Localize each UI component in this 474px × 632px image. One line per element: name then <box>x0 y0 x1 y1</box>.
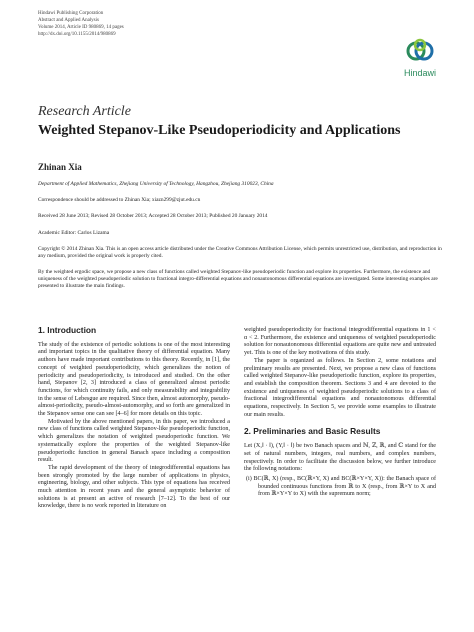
volume-line: Volume 2014, Article ID 980869, 14 pages <box>38 25 124 30</box>
abstract: By the weighted ergodic space, we propose a new class of functions called weighted Stepanov-like pseudoperiodic function and explore its properties. Furthermore, the existence and uniqueness of the weighted pseudoperiodic solution to fractional integro-differential equations and nonautonomous differential equations are investigated. Some interesting examples are presented to illustrate the main findings. <box>38 269 438 289</box>
left-column <box>38 327 230 511</box>
paragraph: Let (X,‖ · ‖), (Y,‖ · ‖) be two Banach spaces and ℕ, ℤ, ℝ, and ℂ stand for the set of natural numbers, integers, real numbers, and complex numbers, respectively. In order to facilitate the discussion below, we further introduce the following notations: <box>244 443 436 473</box>
affiliation: Department of Applied Mathematics, Zhejiang University of Technology, Hangzhou, Zhejiang 310023, China <box>38 181 274 187</box>
correspondence: Correspondence should be addressed to Zhinan Xia; xiazn299@zjut.edu.cn <box>38 197 201 203</box>
hindawi-rings-icon <box>405 36 435 66</box>
publisher-line: Hindawi Publishing Corporation <box>38 11 104 16</box>
publication-dates: Received 28 June 2013; Revised 28 October 2013; Accepted 28 October 2013; Published 20 January 2014 <box>38 213 268 219</box>
copyright-notice: Copyright © 2014 Zhinan Xia. This is an open access article distributed under the Creative Commons Attribution License, which permits unrestricted use, distribution, and reproduction in any medium, provided the original work is properly cited. <box>38 246 442 259</box>
author-name: Zhinan Xia <box>38 162 82 172</box>
list-item: (i) BC(ℝ, X) (resp., BC(ℝ×Y, X) and BC(ℝ×Y×Y, X)): the Banach space of bounded continuous functions from ℝ to X (resp., from ℝ×Y to X and from ℝ×Y×Y to X) with the supremum norm; <box>246 475 436 498</box>
paragraph: The study of the existence of periodic solutions is one of the most interesting and important topics in the qualitative theory of differential equation. Many authors have made important contributions to this theory. Recently, in [1], the concept of weighted pseudoperiodicity, which generalizes the notion of periodicity and pseudoperiodicity, is introduced and studied. On the other hand, Stepanov [2, 3] introduced a class of generalized almost periodic functions, for which continuity fails, and only measurability and integrability in the sense of Lebesgue are required. Since then, almost automorphy, pseudo-almost-periodicity, pseudo-almost-automorphy, and so forth are generalized in the Stepanov sense one can see [4–6] for more details on this topic. <box>38 341 230 418</box>
hindawi-logo <box>396 36 444 78</box>
section-heading-introduction: 1. Introduction <box>38 325 97 335</box>
paragraph: Motivated by the above mentioned papers, in this paper, we introduced a new class of functions called weighted Stepanov-like pseudoperiodic function, which generalizes the notation of weighted pseudoperiodic function. We systematically explore the properties of the weighted Stepanov-like pseudoperiodic function in general Banach space including a composition result. <box>38 418 230 464</box>
doi-link[interactable]: http://dx.doi.org/10.1155/2014/980869 <box>38 32 116 37</box>
journal-header <box>38 10 124 38</box>
journal-line: Abstract and Applied Analysis <box>38 18 99 23</box>
section-heading-preliminaries: 2. Preliminaries and Basic Results <box>244 426 381 437</box>
article-type: Research Article <box>38 104 131 119</box>
paper-title: Weighted Stepanov-Like Pseudoperiodicity and Applications <box>38 123 401 138</box>
paragraph: The rapid development of the theory of integrodifferential equations has been strongly promoted by the large number of applications in physics, engineering, biology, and other subjects. This type of equations has received much attention in recent years and the general asymptotic behavior of solutions is at present an active of research [7–12]. To the best of our knowledge, there is no work reported in literature on <box>38 464 230 510</box>
right-column <box>244 327 436 499</box>
academic-editor: Academic Editor: Carlos Lizama <box>38 230 110 236</box>
paragraph: weighted pseudoperiodicity for fractional integrodifferential equations in 1 < α < 2. Furthermore, the existence and uniqueness of weighted pseudoperiodic solution for nonautonomous differential equations are quite new and untreated yet. This is one of the key motivations of this study. <box>244 327 436 357</box>
logo-text: Hindawi <box>403 68 436 78</box>
paragraph: The paper is organized as follows. In Section 2, some notations and preliminary results are presented. Next, we propose a new class of functions called weighted Stepanov-like pseudoperiodic function, explore its properties, and establish the composition theorem. Sections 3 and 4 are devoted to the existence and uniqueness of weighted pseudoperiodic solutions to a class of fractional integrodifferential equations and nonautonomous differential equations, respectively. In Section 5, we provide some examples to illustrate our main results. <box>244 357 436 418</box>
